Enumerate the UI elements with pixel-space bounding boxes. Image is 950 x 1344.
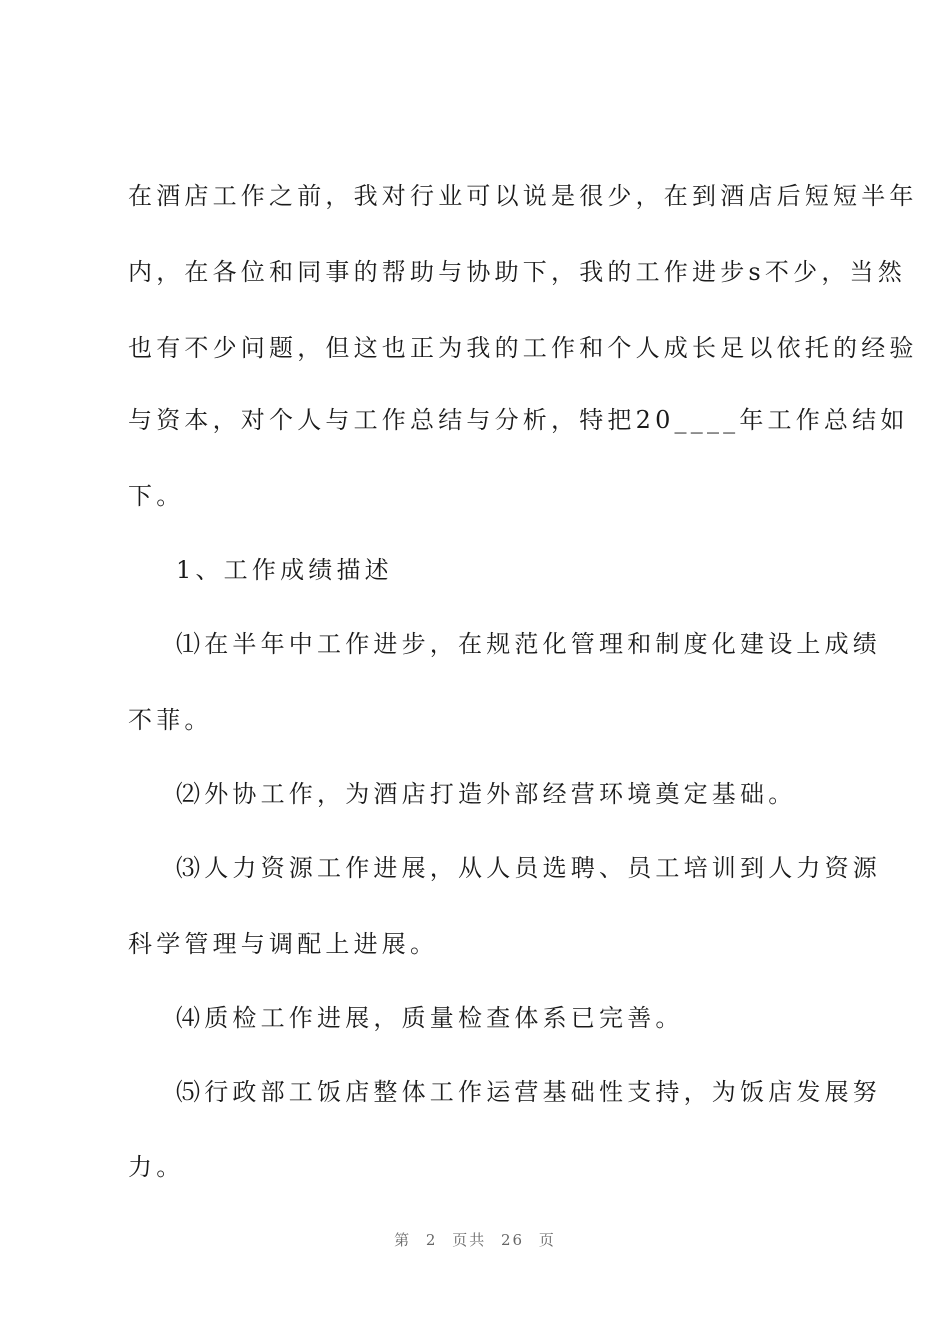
- list-item-line: 不菲。: [128, 706, 213, 734]
- paragraph-line: 内，在各位和同事的帮助与协助下，我的工作进步s不少，当然: [128, 258, 906, 286]
- list-item-line: 科学管理与调配上进展。: [128, 930, 439, 958]
- list-item-line: ⑴在半年中工作进步，在规范化管理和制度化建设上成绩: [176, 630, 881, 658]
- page-number-footer: 第 2 页共 26 页: [394, 1231, 556, 1249]
- list-item-line: 力。: [128, 1153, 185, 1181]
- list-item-line: ⑶人力资源工作进展，从人员选聘、员工培训到人力资源: [176, 854, 881, 882]
- list-item-line: ⑵外协工作，为酒店打造外部经营环境奠定基础。: [176, 780, 797, 808]
- list-item-line: ⑸行政部工饭店整体工作运营基础性支持，为饭店发展努: [176, 1078, 881, 1106]
- list-item-line: ⑷质检工作进展，质量检查体系已完善。: [176, 1004, 684, 1032]
- paragraph-line: 与资本，对个人与工作总结与分析，特把20____年工作总结如: [128, 406, 909, 434]
- paragraph-line: 下。: [128, 482, 185, 510]
- paragraph-line: 也有不少问题，但这也正为我的工作和个人成长足以依托的经验: [128, 334, 918, 362]
- paragraph-line: 在酒店工作之前，我对行业可以说是很少，在到酒店后短短半年: [128, 182, 918, 210]
- section-heading: 1、工作成绩描述: [176, 556, 393, 584]
